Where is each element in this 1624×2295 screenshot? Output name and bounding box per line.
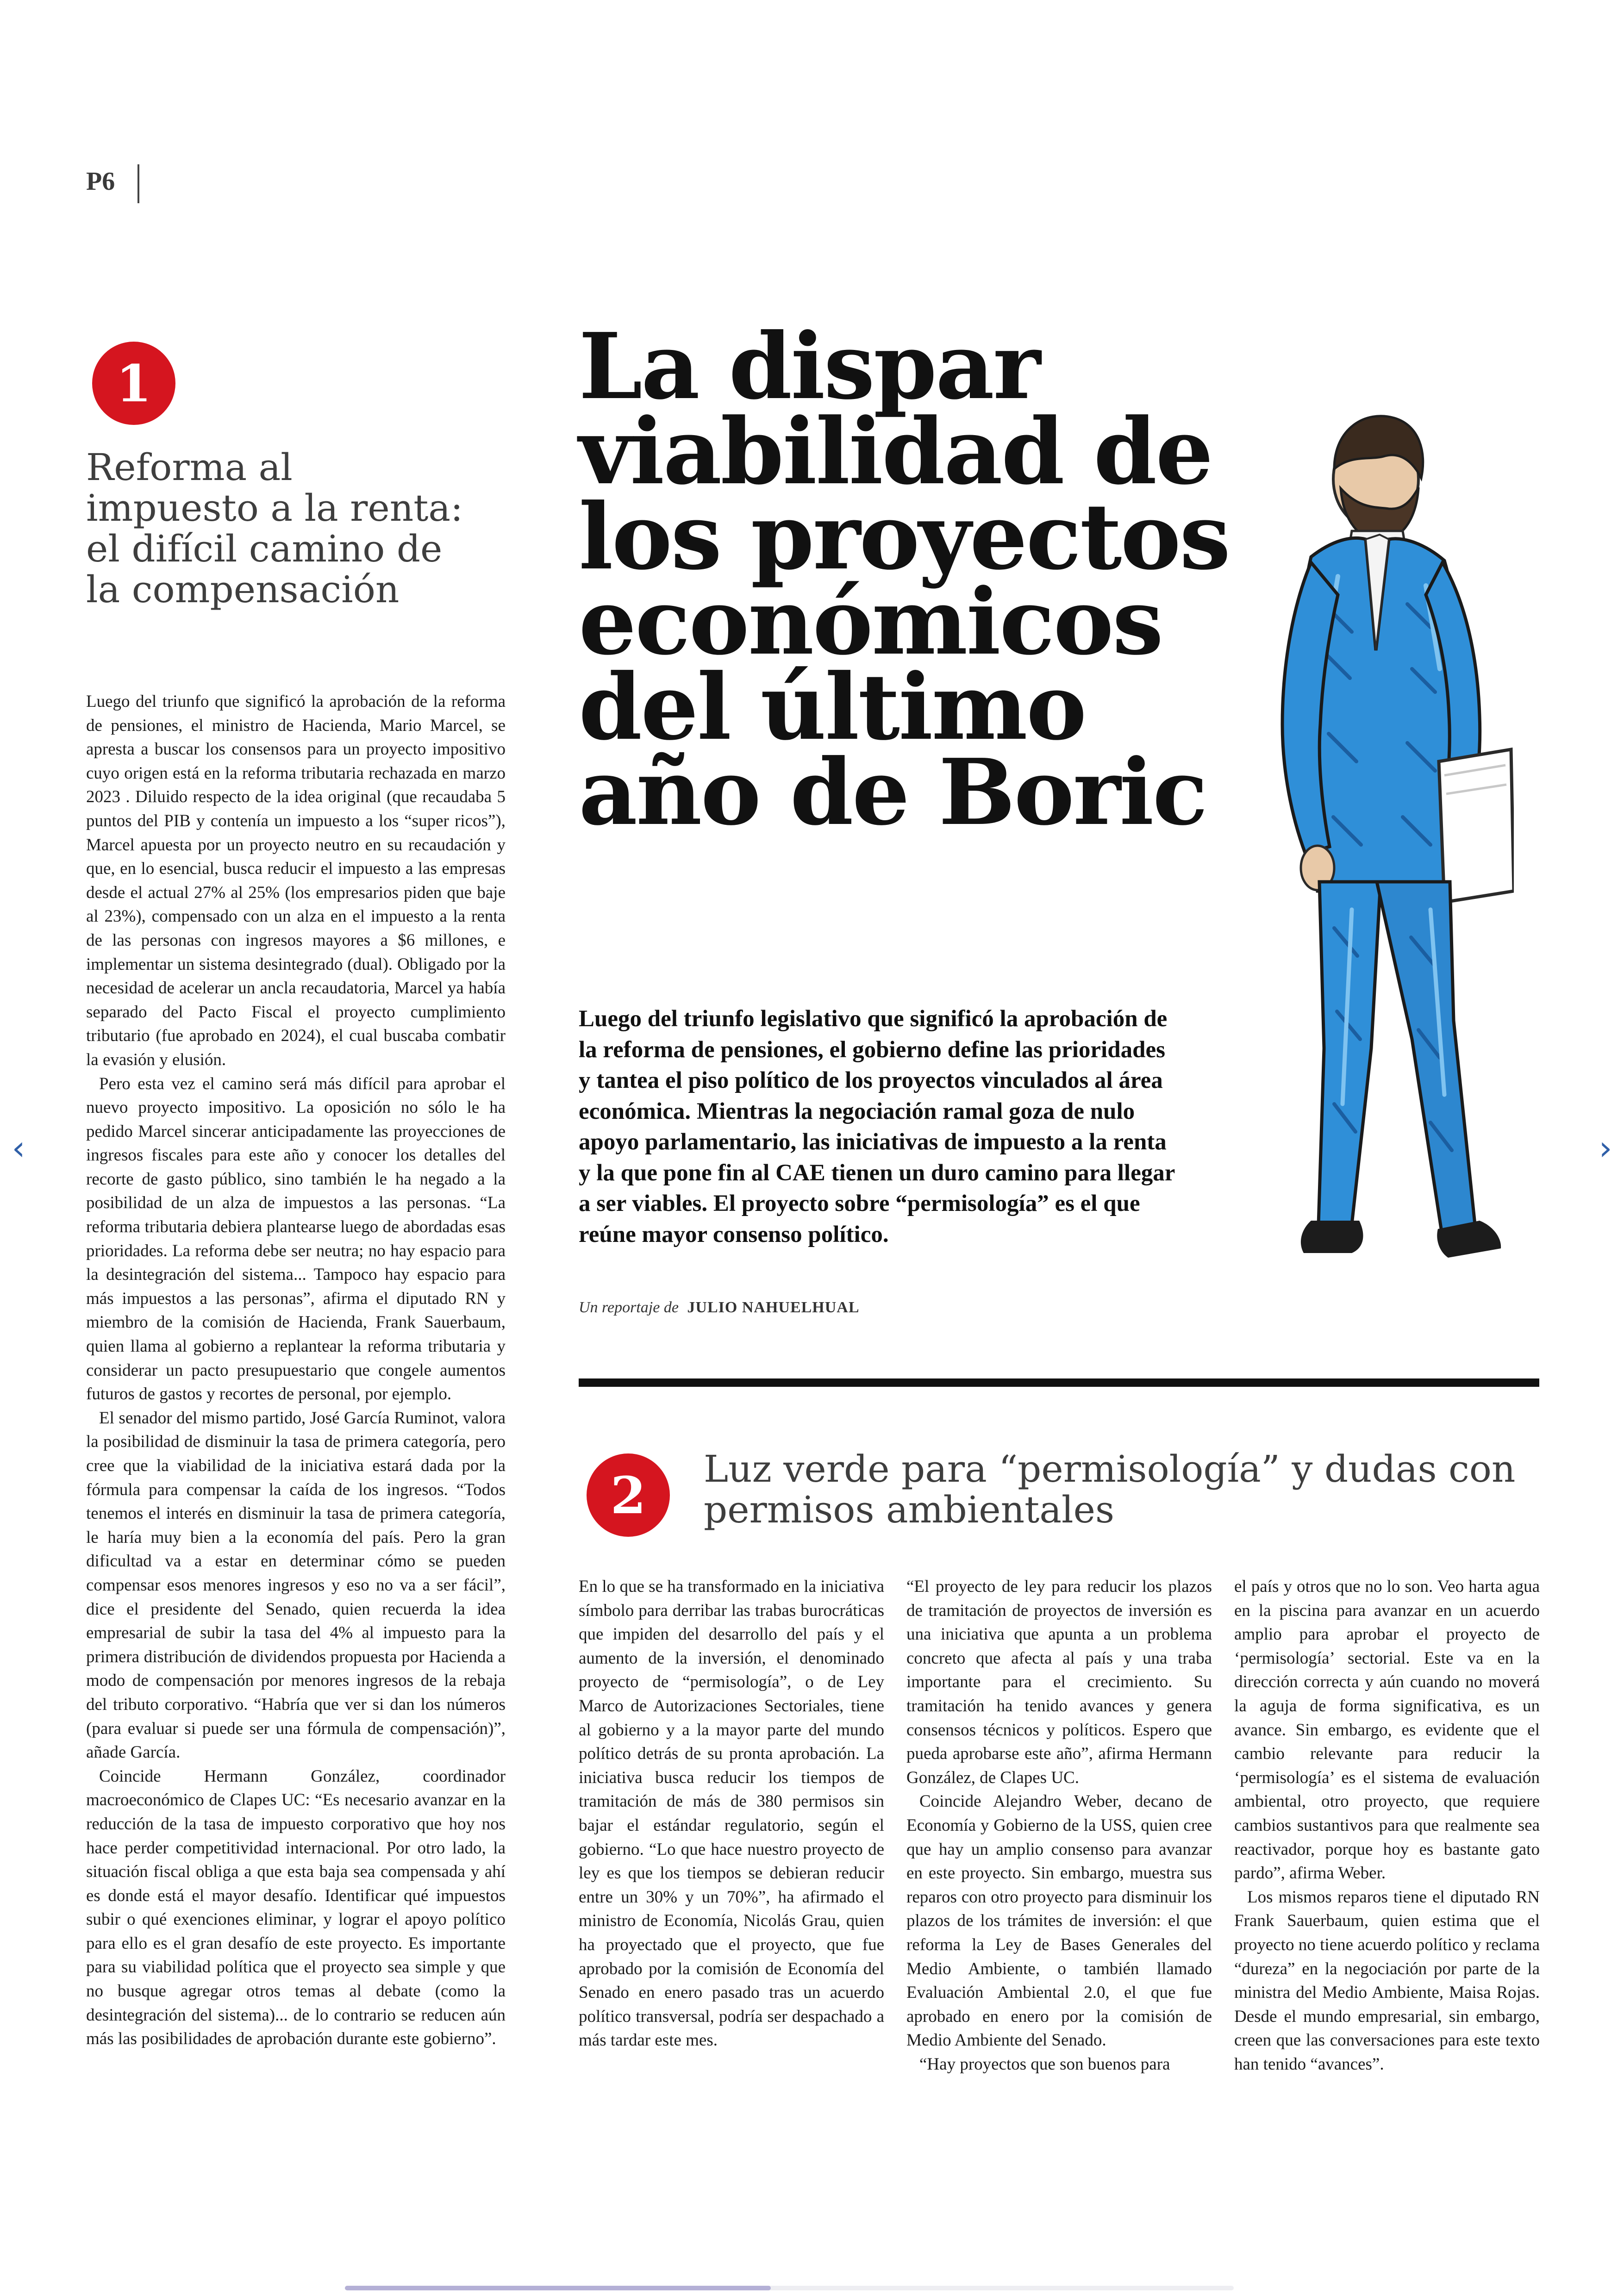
section-2-subtitle: Luz verde para “permisología” y dudas con permisos ambientales bbox=[704, 1447, 1516, 1531]
paragraph: En lo que se ha transformado en la iniciativa símbolo para derribar las trabas burocráticas que impiden del desarrollo del país y el aumento de la inversión, el denominado proyecto de “permisología”, o de Ley Marco de Autorizaciones Sectoriales, tiene al gobierno y a la mayor parte del mundo político detrás de su pronta aprobación. La iniciativa busca reducir los tiempos de tramitación de más de 380 permisos sin bajar el estándar regulatorio, según el gobierno. “Lo que hace nuestro proyecto de ley es que los tiempos se debieran reducir entre un 30% y un 70%”, ha afirmado el ministro de Economía, Nicolás Grau, quien ha proyectado que el proyecto, que fue aprobado por la comisión de Economía del Senado en enero pasado tras un acuerdo político transversal, podría ser despachado a más tardar este mes. bbox=[579, 1577, 884, 2050]
boric-illustration bbox=[1213, 410, 1514, 1340]
section-2-column-b bbox=[906, 1575, 1212, 2076]
paragraph: Luego del triunfo que significó la aprobación de la reforma de pensiones, el ministro de Hacienda, Mario Marcel, se apresta a buscar los consensos para un proyecto impositivo cuyo origen está en la reforma tributaria rechazada en marzo 2023 . Diluido respecto de la idea original (que recaudaba 5 puntos del PIB y contenía un impuesto a los “super ricos”), Marcel apuesta por un proyecto neutro en su recaudación y que, en lo esencial, busca reducir el impuesto a las empresas desde el actual 27% al 25% (los empresarios piden que baje al 23%), compensado con un alza en el impuesto a la renta de las personas con ingresos mayores a $6 millones, e implementar un sistema desintegrado (dual). Obligado por la necesidad de acelerar un ancla recaudatoria, Marcel ya había separado del Pacto Fiscal el proyecto cumplimiento tributario (fue aprobado en 2024), el cual buscaba combatir la evasión y elusión. bbox=[86, 692, 506, 1069]
section-2-column-c bbox=[1234, 1575, 1540, 2076]
paragraph: “El proyecto de ley para reducir los plazos de tramitación de proyectos de inversión es una iniciativa que apunta a un problema concreto que afecta al país y una traba importante para el crecimiento. Su tramitación ha tenido avances y genera consensos técnicos y políticos. Espero que pueda aprobarse este año”, afirma Hermann González, de Clapes UC. bbox=[906, 1577, 1212, 1787]
horizontal-scrollbar-thumb[interactable] bbox=[345, 2286, 771, 2290]
next-page-button[interactable] bbox=[1587, 1125, 1624, 1171]
title-line: económicos bbox=[579, 569, 1162, 675]
paragraph: Coincide Alejandro Weber, decano de Economía y Gobierno de la USS, quien cree que hay un amplio consenso para avanzar en este proyecto. Sin embargo, muestra sus reparos con otro proyecto para disminuir los plazos de los trámites de inversión: el que reforma la Ley de Bases Generales del Medio Ambiente, o también llamado Evaluación Ambiental 2.0, el que fue aprobado en enero por la comisión de Medio Ambiente del Senado. bbox=[906, 1792, 1212, 2050]
chevron-right-icon: › bbox=[1599, 1129, 1612, 1167]
title-line: viabilidad de bbox=[579, 399, 1212, 505]
title-line: los proyectos bbox=[579, 484, 1230, 590]
paragraph: Pero esta vez el camino será más difícil para aprobar el nuevo proyecto impositivo. La oposición no sólo le ha pedido Marcel sincerar anticipadamente las proyecciones de ingresos fiscales para este año y conocer los detalles del recorte de gasto público, sino también le ha negado a la posibilidad de un alza de impuestos a las personas. “La reforma tributaria debiera plantearse luego de abordadas esas prioridades. La reforma debe ser neutra; no hay espacio para la desintegración del sistema... Tampoco hay espacio para más impuestos a las personas”, afirma el diputado RN y miembro de la comisión de Hacienda, Frank Sauerbaum, quien llama al gobierno a replantear la reforma tributaria y considerar un pacto presupuestario que congele aumentos futuros de gastos y recortes de personal, por ejemplo. bbox=[86, 1074, 506, 1404]
byline bbox=[579, 1299, 860, 1316]
chevron-left-icon: ‹ bbox=[12, 1129, 25, 1167]
paragraph: Coincide Hermann González, coordinador macroeconómico de Clapes UC: “Es necesario avanzar en la reducción de la tasa de impuesto corporativo que hoy nos hace perder competitividad internacional. Por otro lado, la situación fiscal obliga a que esta baja sea compensada y ahí es donde está el mayor desafío. Identificar qué impuestos subir o qué exenciones eliminar, y lograr el apoyo político para ello es el gran desafío de este proyecto. Es importante para su viabilidad política que el proyecto sea simple y que no busque agregar otros temas al debate (como la desintegración del sistema)... de lo contrario se reducen aún más las posibilidades de aprobación durante este gobierno”. bbox=[86, 1766, 506, 2049]
paragraph: “Hay proyectos que son buenos para bbox=[919, 2054, 1170, 2074]
paragraph: El senador del mismo partido, José García Ruminot, valora la posibilidad de disminuir la tasa de primera categoría, pero cree que la viabilidad de la iniciativa estará dada por la fórmula para compensar la caída de los ingresos. “Todos tenemos el interés en disminuir la tasa de primera categoría, le haría muy bien a la economía del país. Pero la gran dificultad va a estar en determinar cómo se pueden compensar esos menores ingresos y eso no va a ser fácil”, dice el presidente del Senado, quien recuerda la idea empresarial de subir la tasa del 4% al impuesto para la primera distribución de dividendos propuesta por Hacienda a modo de compensación por menores ingresos de la rebaja del tributo corporativo. “Habría que ver si dan los números (para evaluar si puede ser una fórmula de compensación)”, añade García. bbox=[86, 1408, 506, 1762]
section-divider bbox=[579, 1378, 1539, 1387]
article-lede: Luego del triunfo legislativo que significó la aprobación de la reforma de pensiones, el gobierno define las prioridades y tantea el piso político de los proyectos vinculados al área económica. Mientras la negociación ramal goza de nulo apoyo parlamentario, las iniciativas de impuesto a la renta y la que pone fin al CAE tienen un duro camino para llegar a ser viables. El proyecto sobre “permisología” es el que reúne mayor consenso político. bbox=[579, 1006, 1175, 1247]
section-2-column-a bbox=[579, 1575, 884, 2052]
byline-author: JULIO NAHUELHUAL bbox=[687, 1299, 860, 1316]
title-line: La dispar bbox=[579, 313, 1040, 420]
section-2-number-badge: 2 bbox=[587, 1453, 670, 1537]
page-number: P6 bbox=[86, 167, 115, 196]
article-title bbox=[579, 313, 1273, 846]
section-1-number-badge: 1 bbox=[92, 342, 175, 425]
section-1-subtitle: Reforma al impuesto a la renta: el difícil camino de la compensación bbox=[86, 446, 463, 611]
byline-prefix: Un reportaje de bbox=[579, 1299, 679, 1316]
page-number-rule bbox=[137, 164, 139, 203]
title-line: año de Boric bbox=[579, 739, 1206, 846]
title-line: del último bbox=[579, 654, 1086, 761]
previous-page-button[interactable] bbox=[0, 1125, 37, 1171]
paragraph: el país y otros que no lo son. Veo harta agua en la piscina para avanzar en un acuerdo amplio para aprobar el proyecto de ‘permisología’ sectorial. Este va en la dirección correcta y aún cuando no moverá la aguja de forma significativa, es un avance. Sin embargo, es evidente que el cambio relevante para reducir la ‘permisología’ es el sistema de evaluación ambiental, otro proyecto, que requiere cambios sustantivos para que realmente sea reactivador, porque hoy es bastante gato pardo”, afirma Weber. bbox=[1234, 1577, 1540, 1883]
section-1-body bbox=[86, 690, 506, 2051]
paragraph: Los mismos reparos tiene el diputado RN Frank Sauerbaum, quien estima que el proyecto no tiene acuerdo político y reclama “dureza” en la negociación por parte de la ministra del Medio Ambiente, Maisa Rojas. Desde el mundo empresarial, sin embargo, creen que las conversaciones para este texto han tenido “avances”. bbox=[1234, 1887, 1540, 2074]
